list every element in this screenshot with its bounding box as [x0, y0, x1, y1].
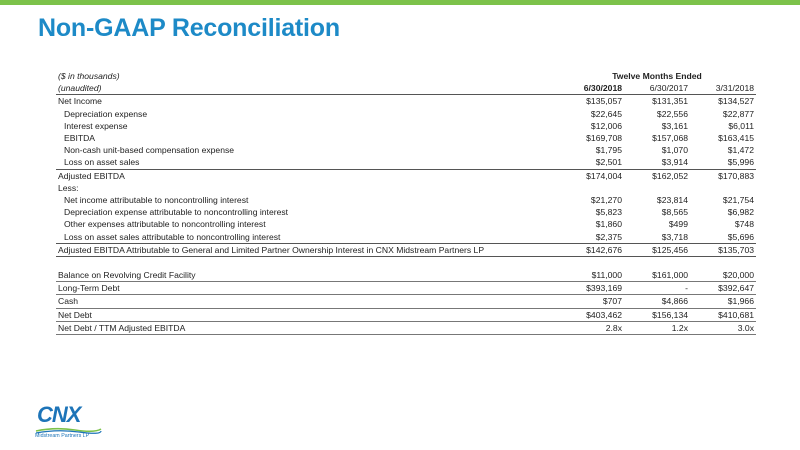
- row-value: $392,647: [690, 282, 756, 295]
- row-value: [624, 182, 690, 194]
- row-value: 1.2x: [624, 321, 690, 334]
- logo-wordmark: CNX: [37, 402, 81, 427]
- table-row: [56, 144, 756, 156]
- page-title: Non-GAAP Reconciliation: [38, 14, 340, 42]
- row-value: $3,718: [624, 230, 690, 243]
- row-value: $135,057: [586, 96, 622, 107]
- row-value: [690, 182, 756, 194]
- row-label: Net Income: [58, 96, 102, 107]
- row-value: $22,645: [590, 108, 622, 119]
- row-value: $1,795: [595, 145, 622, 156]
- table-row: [56, 95, 756, 108]
- row-value: $156,134: [624, 308, 690, 321]
- units-label: ($ in thousands): [58, 71, 120, 82]
- row-value: $3,161: [661, 120, 688, 131]
- table-row: [56, 230, 756, 243]
- row-value: $134,527: [718, 96, 754, 107]
- row-label: Net income attributable to noncontrolling interest: [64, 194, 249, 205]
- row-label: Net Debt: [56, 308, 558, 321]
- row-value: $3,914: [624, 156, 690, 169]
- row-label: Interest expense: [64, 120, 128, 131]
- row-value: -: [624, 282, 690, 295]
- row-value: $5,696: [690, 230, 756, 243]
- table-row: [56, 218, 756, 230]
- row-value: $393,169: [558, 282, 624, 295]
- row-value: $22,877: [722, 108, 754, 119]
- row-label: Adjusted EBITDA Attributable to General and Limited Partner Ownership Interest in CNX Midstream Partners LP: [56, 243, 558, 256]
- row-value: $131,351: [652, 96, 688, 107]
- table-row: [56, 206, 756, 218]
- row-value: $5,823: [595, 207, 622, 218]
- row-value: $6,982: [727, 207, 754, 218]
- row-value: $125,456: [624, 243, 690, 256]
- row-value: $499: [668, 219, 688, 230]
- column-header-row: [56, 82, 756, 95]
- row-value: $1,472: [727, 145, 754, 156]
- row-value: $20,000: [690, 269, 756, 282]
- row-value: $157,068: [652, 133, 688, 144]
- row-value: $21,754: [722, 194, 754, 205]
- table-row: [56, 295, 756, 308]
- row-value: $2,501: [558, 156, 624, 169]
- row-value: [558, 182, 624, 194]
- row-label: Less:: [58, 182, 79, 193]
- row-label: Long-Term Debt: [56, 282, 558, 295]
- row-label: EBITDA: [64, 133, 96, 144]
- row-value: $21,270: [590, 194, 622, 205]
- row-value: $12,006: [590, 120, 622, 131]
- row-value: $22,556: [656, 108, 688, 119]
- row-label: Depreciation expense: [64, 108, 148, 119]
- row-value: $23,814: [656, 194, 688, 205]
- logo-subtitle: Midstream Partners LP: [35, 433, 90, 439]
- row-label: Non-cash unit-based compensation expense: [64, 145, 235, 156]
- row-value: $170,883: [718, 170, 754, 181]
- period-header: Twelve Months Ended: [612, 71, 702, 82]
- row-value: $4,866: [624, 295, 690, 308]
- row-value: $403,462: [558, 308, 624, 321]
- row-label: Loss on asset sales: [56, 156, 558, 169]
- row-value: $161,000: [624, 269, 690, 282]
- units-row: [56, 70, 756, 82]
- row-value: $2,375: [558, 230, 624, 243]
- table-row: [56, 282, 756, 295]
- table-row: [56, 194, 756, 206]
- row-value: $169,708: [586, 133, 622, 144]
- row-label: Balance on Revolving Credit Facility: [56, 269, 558, 282]
- row-value: $1,860: [595, 219, 622, 230]
- table-row: [56, 182, 756, 194]
- column-header: 3/31/2018: [690, 82, 756, 95]
- reconciliation-table: [56, 70, 756, 335]
- row-value: $135,703: [690, 243, 756, 256]
- row-label: Depreciation expense attributable to noncontrolling interest: [64, 207, 289, 218]
- row-value: $6,011: [728, 120, 754, 131]
- top-accent-bar: [0, 0, 800, 5]
- table-row: [56, 269, 756, 282]
- row-label: Net Debt / TTM Adjusted EBITDA: [56, 321, 558, 334]
- table-row: [56, 156, 756, 169]
- table-row: [56, 169, 756, 182]
- table-row: [56, 308, 756, 321]
- spacer-row: [56, 256, 756, 269]
- row-value: $748: [734, 219, 754, 230]
- row-value: $142,676: [558, 243, 624, 256]
- row-label: Cash: [56, 295, 558, 308]
- row-label: Loss on asset sales attributable to noncontrolling interest: [56, 230, 558, 243]
- row-label: Adjusted EBITDA: [58, 170, 125, 181]
- table-row: [56, 132, 756, 144]
- row-label: Other expenses attributable to noncontrolling interest: [64, 219, 266, 230]
- table-row: [56, 243, 756, 256]
- row-value: $11,000: [558, 269, 624, 282]
- column-header: 6/30/2017: [624, 82, 690, 95]
- row-value: $707: [558, 295, 624, 308]
- unaudited-label: (unaudited): [56, 82, 558, 95]
- row-value: $8,565: [661, 207, 688, 218]
- row-value: $5,996: [690, 156, 756, 169]
- row-value: $162,052: [652, 170, 688, 181]
- table-row: [56, 120, 756, 132]
- row-value: $174,004: [586, 170, 622, 181]
- company-logo: [35, 402, 105, 444]
- table-row: [56, 321, 756, 334]
- column-header: 6/30/2018: [558, 82, 624, 95]
- row-value: $1,070: [661, 145, 688, 156]
- row-value: 3.0x: [690, 321, 756, 334]
- row-value: $410,681: [690, 308, 756, 321]
- table-row: [56, 108, 756, 120]
- row-value: 2.8x: [558, 321, 624, 334]
- row-value: $163,415: [718, 133, 754, 144]
- row-value: $1,966: [690, 295, 756, 308]
